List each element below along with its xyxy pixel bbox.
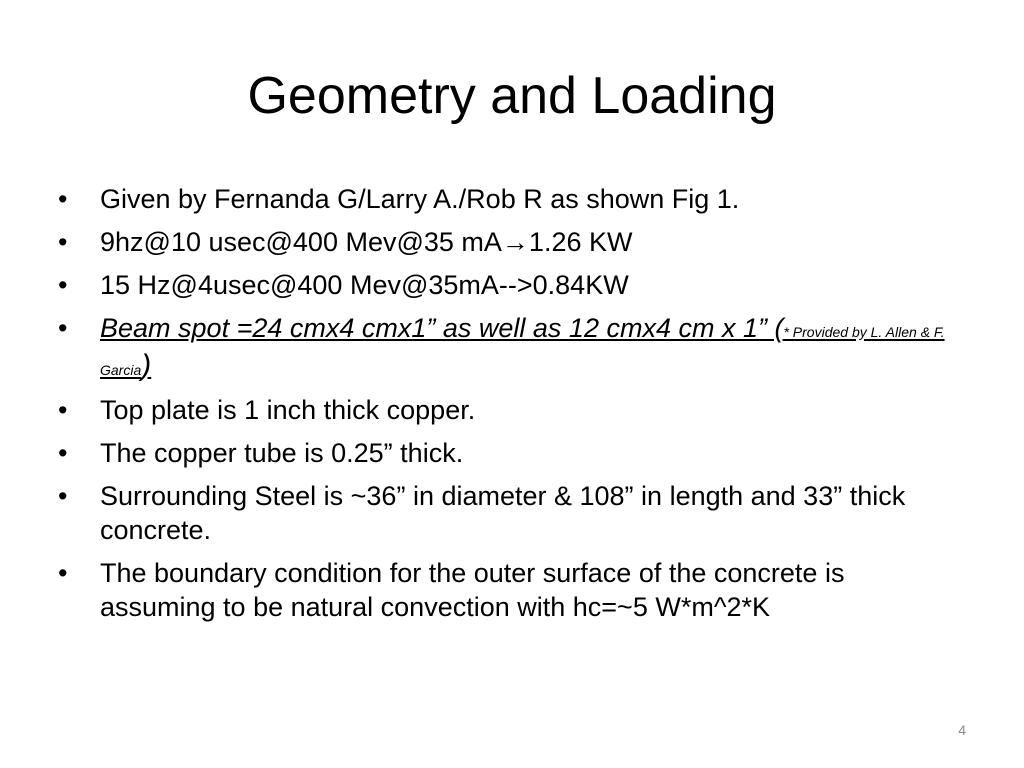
bullet-9hz-loading bbox=[58, 225, 958, 259]
bullet-given-by bbox=[58, 182, 958, 216]
bullet-dot: • bbox=[58, 558, 68, 588]
beam-spot-note: * Provided by L. Allen & F. Garcia bbox=[100, 324, 945, 378]
bullet-dot: • bbox=[58, 313, 68, 343]
bullet-dot: • bbox=[58, 270, 68, 300]
bullet-boundary-condition bbox=[58, 556, 958, 624]
bullet-dot: • bbox=[58, 481, 68, 511]
beam-spot-text bbox=[100, 313, 945, 381]
bullet-text: Top plate is 1 inch thick copper. bbox=[100, 395, 476, 425]
bullet-dot: • bbox=[58, 184, 68, 214]
bullet-copper-tube bbox=[58, 436, 958, 470]
bullet-text-result: 1.26 KW bbox=[528, 227, 633, 257]
bullet-beam-spot bbox=[58, 311, 958, 387]
bullet-dot: • bbox=[58, 438, 68, 468]
bullet-15hz-loading bbox=[58, 268, 958, 302]
right-arrow-icon: → bbox=[501, 227, 529, 257]
bullet-dot: • bbox=[58, 395, 68, 425]
bullet-dot: • bbox=[58, 227, 68, 257]
bullet-top-plate bbox=[58, 393, 958, 427]
beam-spot-close: ) bbox=[141, 349, 152, 382]
bullet-text: Surrounding Steel is ~36” in diameter & 108” in length and 33” thick concrete. bbox=[100, 481, 906, 545]
bullet-text: 9hz@10 usec@400 Mev@35 mA bbox=[100, 227, 502, 257]
slide-title: Geometry and Loading bbox=[247, 67, 777, 125]
bullet-text: 15 Hz@4usec@400 Mev@35mA-->0.84KW bbox=[100, 270, 629, 300]
bullet-text: Given by Fernanda G/Larry A./Rob R as shown Fig 1. bbox=[100, 184, 740, 214]
beam-spot-main: Beam spot =24 cmx4 cmx1” as well as 12 cmx4 cm x 1” ( bbox=[100, 313, 784, 343]
bullet-text: The copper tube is 0.25” thick. bbox=[100, 438, 464, 468]
bullet-text: The boundary condition for the outer surface of the concrete is assuming to be natural convection with hc=~5 W*m^2*K bbox=[100, 558, 845, 622]
page-number: 4 bbox=[958, 722, 966, 738]
bullet-surrounding-steel bbox=[58, 479, 958, 547]
bullet-list bbox=[58, 182, 958, 633]
